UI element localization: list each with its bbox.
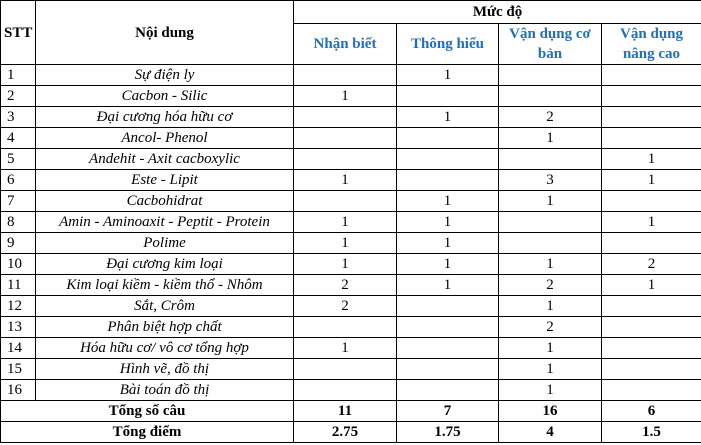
total-count-understand: 7 (397, 401, 499, 422)
row-apply-advanced (602, 233, 701, 254)
total-score-apply-basic: 4 (499, 422, 602, 443)
row-apply-advanced (602, 359, 701, 380)
row-topic: Hóa hữu cơ/ vô cơ tổng hợp (36, 338, 294, 359)
total-score-recognize: 2.75 (294, 422, 397, 443)
table-body (1, 65, 701, 401)
row-understand (397, 86, 499, 107)
header-level: Mức độ (294, 1, 701, 24)
row-topic: Bài toán đồ thị (36, 380, 294, 401)
row-apply-basic (499, 65, 602, 86)
table-row (1, 65, 701, 86)
row-apply-advanced (602, 338, 701, 359)
row-stt: 12 (1, 296, 36, 317)
row-topic: Đại cương kim loại (36, 254, 294, 275)
row-topic: Phân biệt hợp chất (36, 317, 294, 338)
table-row (1, 149, 701, 170)
row-stt: 6 (1, 170, 36, 191)
row-understand (397, 359, 499, 380)
total-count-apply-basic: 16 (499, 401, 602, 422)
table-row (1, 191, 701, 212)
row-understand: 1 (397, 65, 499, 86)
row-recognize (294, 107, 397, 128)
row-apply-advanced: 2 (602, 254, 701, 275)
row-stt: 16 (1, 380, 36, 401)
row-understand: 1 (397, 233, 499, 254)
row-apply-advanced (602, 317, 701, 338)
row-apply-advanced (602, 191, 701, 212)
row-apply-advanced (602, 65, 701, 86)
table-row (1, 275, 701, 296)
row-understand (397, 380, 499, 401)
row-understand (397, 149, 499, 170)
table-row (1, 338, 701, 359)
row-topic: Amin - Aminoaxit - Peptit - Protein (36, 212, 294, 233)
row-stt: 5 (1, 149, 36, 170)
total-count-label: Tổng số câu (1, 401, 294, 422)
row-stt: 8 (1, 212, 36, 233)
total-count-apply-advanced: 6 (602, 401, 701, 422)
row-apply-basic: 2 (499, 107, 602, 128)
row-stt: 7 (1, 191, 36, 212)
row-topic: Hình vẽ, đồ thị (36, 359, 294, 380)
row-understand: 1 (397, 275, 499, 296)
row-topic: Đại cương hóa hữu cơ (36, 107, 294, 128)
row-apply-basic: 3 (499, 170, 602, 191)
row-apply-basic (499, 212, 602, 233)
row-stt: 11 (1, 275, 36, 296)
row-recognize: 1 (294, 170, 397, 191)
row-apply-basic (499, 149, 602, 170)
row-understand: 1 (397, 212, 499, 233)
table-row (1, 170, 701, 191)
row-stt: 15 (1, 359, 36, 380)
header-apply-basic: Vận dụng cơ bản (499, 24, 602, 65)
row-recognize: 1 (294, 212, 397, 233)
row-understand: 1 (397, 107, 499, 128)
table-row (1, 212, 701, 233)
row-understand: 1 (397, 191, 499, 212)
row-apply-advanced (602, 296, 701, 317)
row-recognize (294, 191, 397, 212)
row-topic: Cacbon - Silic (36, 86, 294, 107)
row-recognize (294, 149, 397, 170)
row-recognize: 1 (294, 338, 397, 359)
row-recognize (294, 359, 397, 380)
table-row (1, 86, 701, 107)
row-topic: Polime (36, 233, 294, 254)
row-apply-advanced (602, 128, 701, 149)
row-apply-advanced (602, 380, 701, 401)
total-score-label: Tổng điểm (1, 422, 294, 443)
total-count-recognize: 11 (294, 401, 397, 422)
row-apply-basic: 1 (499, 380, 602, 401)
row-stt: 10 (1, 254, 36, 275)
row-topic: Andehit - Axit cacboxylic (36, 149, 294, 170)
header-apply-advanced: Vận dụng nâng cao (602, 24, 701, 65)
header-recognize: Nhận biết (294, 24, 397, 65)
table-row (1, 296, 701, 317)
row-understand (397, 317, 499, 338)
row-understand (397, 170, 499, 191)
row-topic: Ancol- Phenol (36, 128, 294, 149)
row-recognize (294, 317, 397, 338)
row-apply-basic: 1 (499, 254, 602, 275)
row-apply-basic: 1 (499, 359, 602, 380)
row-apply-basic (499, 233, 602, 254)
row-apply-advanced: 1 (602, 170, 701, 191)
table-row (1, 233, 701, 254)
table-row (1, 359, 701, 380)
row-understand (397, 128, 499, 149)
table-row (1, 254, 701, 275)
row-apply-advanced: 1 (602, 275, 701, 296)
row-recognize: 1 (294, 254, 397, 275)
row-apply-basic: 1 (499, 128, 602, 149)
row-recognize: 2 (294, 275, 397, 296)
row-understand: 1 (397, 254, 499, 275)
row-apply-advanced (602, 86, 701, 107)
row-apply-basic: 2 (499, 275, 602, 296)
row-apply-basic: 1 (499, 296, 602, 317)
row-recognize (294, 65, 397, 86)
row-stt: 13 (1, 317, 36, 338)
row-apply-basic (499, 86, 602, 107)
row-recognize: 2 (294, 296, 397, 317)
row-understand (397, 338, 499, 359)
row-apply-basic: 1 (499, 191, 602, 212)
table-row (1, 380, 701, 401)
table-row (1, 128, 701, 149)
total-score-apply-advanced: 1.5 (602, 422, 701, 443)
row-topic: Cacbohidrat (36, 191, 294, 212)
row-recognize: 1 (294, 86, 397, 107)
row-apply-advanced: 1 (602, 212, 701, 233)
table-row (1, 107, 701, 128)
row-apply-basic: 2 (499, 317, 602, 338)
total-score-understand: 1.75 (397, 422, 499, 443)
row-recognize (294, 380, 397, 401)
total-score-row (1, 422, 701, 443)
row-understand (397, 296, 499, 317)
row-apply-advanced (602, 107, 701, 128)
row-topic: Sắt, Crôm (36, 296, 294, 317)
total-count-row (1, 401, 701, 422)
row-stt: 4 (1, 128, 36, 149)
row-topic: Sự điện ly (36, 65, 294, 86)
row-apply-advanced: 1 (602, 149, 701, 170)
row-apply-basic: 1 (499, 338, 602, 359)
row-stt: 1 (1, 65, 36, 86)
row-stt: 3 (1, 107, 36, 128)
header-stt: STT (1, 1, 36, 65)
row-topic: Kim loại kiềm - kiềm thổ - Nhôm (36, 275, 294, 296)
row-recognize: 1 (294, 233, 397, 254)
row-stt: 9 (1, 233, 36, 254)
header-understand: Thông hiểu (397, 24, 499, 65)
row-stt: 2 (1, 86, 36, 107)
row-recognize (294, 128, 397, 149)
row-topic: Este - Lipit (36, 170, 294, 191)
row-stt: 14 (1, 338, 36, 359)
table-row (1, 317, 701, 338)
header-content: Nội dung (36, 1, 294, 65)
